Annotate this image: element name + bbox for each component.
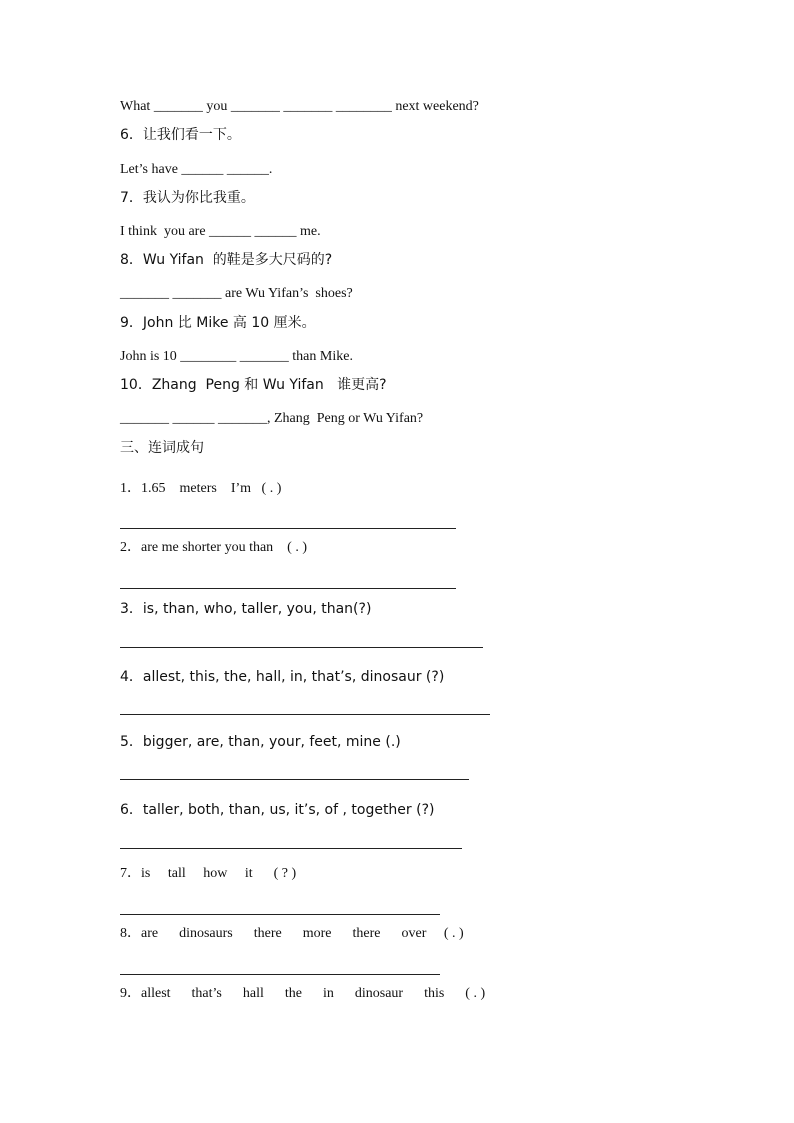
answer-rule-3 <box>120 647 483 648</box>
prompt-10: 10．Zhang Peng 和 Wu Yifan 谁更高? <box>120 377 387 393</box>
answer-line-8: _______ _______ are Wu Yifan’s shoes? <box>120 286 353 301</box>
question-1: 1．1.65 meters I’m ( . ) <box>120 481 282 496</box>
answer-rule-2 <box>120 588 456 589</box>
question-3: 3．is, than, who, taller, you, than(?) <box>120 601 372 617</box>
answer-rule-8 <box>120 974 440 975</box>
answer-rule-7 <box>120 914 440 915</box>
answer-line-10: _______ ______ _______, Zhang Peng or Wu Yifan? <box>120 411 424 426</box>
prompt-8: 8．Wu Yifan 的鞋是多大尺码的? <box>120 252 333 268</box>
prompt-9: 9．John 比 Mike 高 10 厘米。 <box>120 315 316 331</box>
answer-rule-1 <box>120 528 456 529</box>
prompt-7: 7．我认为你比我重。 <box>120 190 255 206</box>
answer-line-9: John is 10 ________ _______ than Mike. <box>120 349 353 364</box>
prompt-6: 6．让我们看一下。 <box>120 127 241 143</box>
answer-line-6: Let’s have ______ ______. <box>120 162 273 177</box>
answer-line-5: What _______ you _______ _______ ________ next weekend? <box>120 99 479 114</box>
answer-rule-6 <box>120 848 462 849</box>
answer-line-7: I think you are ______ ______ me. <box>120 224 321 239</box>
question-4: 4．allest, this, the, hall, in, that’s, dinosaur (?) <box>120 669 445 685</box>
question-6: 6．taller, both, than, us, it’s, of , together (?) <box>120 802 435 818</box>
question-2: 2．are me shorter you than ( . ) <box>120 540 307 555</box>
question-8: 8．are dinosaurs there more there over ( . ) <box>120 926 464 941</box>
answer-rule-5 <box>120 779 469 780</box>
answer-rule-4 <box>120 714 490 715</box>
question-5: 5．bigger, are, than, your, feet, mine (.) <box>120 734 401 750</box>
question-9: 9．allest that’s hall the in dinosaur this ( . ) <box>120 986 486 1001</box>
section-title-part3: 三、连词成句 <box>120 440 204 456</box>
question-7: 7．is tall how it ( ? ) <box>120 866 297 881</box>
